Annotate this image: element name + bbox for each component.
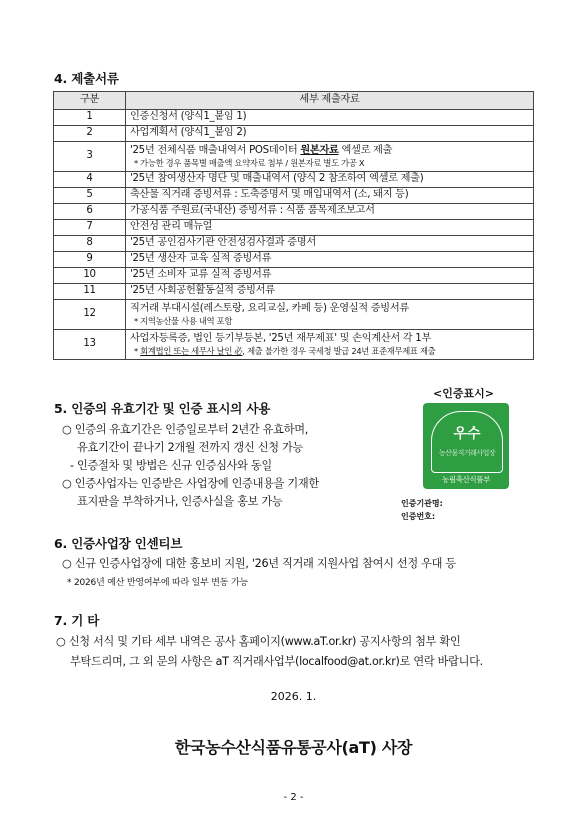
row-desc: 사업계획서 (양식1_붙임 2) [126, 126, 534, 142]
row-desc-emphasis: 원본자료 [300, 144, 339, 156]
section-5-line: - 인증절차 및 방법은 신규 인증심사와 동일 [70, 459, 272, 472]
row-note-rest: , 제출 불가한 경우 국세청 발급 24년 표준재무제표 제출 [242, 345, 436, 356]
signature: 한국농수산식품유통공사(aT) 사장 [174, 738, 413, 757]
section-5-line: ○ 인증사업자는 인증받은 사업장에 인증내용을 기재한 [62, 477, 319, 490]
row-note: * 가능한 경우 품목별 매출액 요약자료 첨부 / 원본자료 별도 가공 X [134, 157, 365, 168]
row-no: 5 [54, 188, 126, 204]
table-row [54, 188, 534, 204]
document-date: 2026. 1. [270, 690, 317, 703]
cert-mark-title: <인증표시> [433, 387, 494, 400]
row-desc: '25년 공인검사기관 안전성검사결과 증명서 [126, 236, 534, 252]
row-no: 4 [54, 172, 126, 188]
section-5-line: ○ 인증의 유효기간은 인증일로부터 2년간 유효하며, [62, 423, 308, 436]
row-desc-part: 엑셀로 제출 [338, 144, 393, 156]
row-no: 12 [54, 300, 126, 330]
row-no: 7 [54, 220, 126, 236]
table-row [54, 126, 534, 142]
row-desc: '25년 소비자 교류 실적 증빙서류 [126, 268, 534, 284]
table-row [54, 268, 534, 284]
row-desc-part: 사업자등록증, 법인 등기부등본, '25년 재무제표' 및 손익계산서 각 1부 [130, 332, 431, 344]
section-5-line: 유효기간이 끝나기 2개월 전까지 갱신 신청 가능 [77, 441, 303, 454]
col-header-desc: 세부 제출자료 [126, 92, 534, 110]
row-no: 11 [54, 284, 126, 300]
row-desc: '25년 사회공헌활동실적 증빙서류 [126, 284, 534, 300]
table-row [54, 330, 534, 360]
section-6-line: ○ 신규 인증사업장에 대한 홍보비 지원, '26년 직거래 지원사업 참여시 선정 우대 등 [62, 557, 456, 570]
row-desc-part: '25년 전체식품 매출내역서 POS데이터 [130, 144, 301, 156]
table-row [54, 284, 534, 300]
cert-mark-subtitle: 농산물직거래사업장 [438, 449, 496, 457]
section-7-line: 부탁드리며, 그 외 문의 사항은 aT 직거래사업부(localfood@at.or.kr)로 연락 바랍니다. [70, 655, 483, 668]
row-no: 1 [54, 110, 126, 126]
table-row [54, 220, 534, 236]
row-note: * 지역농산물 사용 내역 포함 [134, 315, 233, 326]
row-desc [126, 142, 534, 172]
cert-mark-ministry: 농림축산식품부 [442, 475, 490, 484]
cert-mark-grade: 우수 [453, 426, 481, 442]
row-no: 9 [54, 252, 126, 268]
cert-number-label: 인증번호: [401, 512, 436, 521]
table-row [54, 252, 534, 268]
row-no: 8 [54, 236, 126, 252]
table-header-row [54, 92, 534, 110]
row-desc [126, 330, 534, 360]
section-6-note: * 2026년 예산 반영여부에 따라 일부 변동 가능 [67, 578, 248, 588]
col-header-no: 구분 [54, 92, 126, 110]
row-no: 2 [54, 126, 126, 142]
row-desc: 가공식품 주원료(국내산) 증빙서류 : 식품 품목제조보고서 [126, 204, 534, 220]
page-number: - 2 - [283, 792, 304, 803]
table-row [54, 172, 534, 188]
table-row [54, 142, 534, 172]
table-row [54, 204, 534, 220]
row-desc: 축산물 직거래 증빙서류 : 도축증명서 및 매입내역서 (소, 돼지 등) [126, 188, 534, 204]
section-4-heading: 4. 제출서류 [54, 71, 119, 86]
table-row [54, 110, 534, 126]
section-5-line: 표지판을 부착하거나, 인증사실을 홍보 가능 [77, 495, 283, 508]
row-desc: 인증신청서 (양식1_붙임 1) [126, 110, 534, 126]
cert-mark-logo [423, 403, 509, 489]
row-note: * 회계법인 또는 세무사 날인 必, 제출 불가한 경우 국세청 발급 24년 표준재무제표 제출 [134, 345, 436, 356]
row-desc: '25년 참여생산자 명단 및 매출내역서 (양식 2 참조하여 엑셀로 제출) [126, 172, 534, 188]
row-no: 10 [54, 268, 126, 284]
cert-org-label: 인증기관명: [401, 499, 443, 508]
section-7-line: ○ 신청 서식 및 기타 세부 내역은 공사 홈페이지(www.aT.or.kr) 공지사항의 첨부 확인 [56, 635, 461, 648]
row-desc: '25년 생산자 교육 실적 증빙서류 [126, 252, 534, 268]
section-7-heading: 7. 기 타 [54, 613, 100, 628]
documents-table [53, 91, 534, 360]
section-6-heading: 6. 인증사업장 인센티브 [54, 536, 183, 551]
row-desc [126, 300, 534, 330]
row-note-underlined: 회계법인 또는 세무사 날인 必 [140, 345, 243, 356]
row-no: 6 [54, 204, 126, 220]
section-5-heading: 5. 인증의 유효기간 및 인증 표시의 사용 [54, 401, 271, 416]
table-row [54, 236, 534, 252]
row-desc-part: 직거래 부대시설(레스토랑, 요리교실, 카페 등) 운영실적 증빙서류 [130, 302, 409, 314]
table-row [54, 300, 534, 330]
cert-mark-inner [431, 411, 503, 473]
row-desc: 안전성 관리 매뉴얼 [126, 220, 534, 236]
row-no: 13 [54, 330, 126, 360]
row-no: 3 [54, 142, 126, 172]
